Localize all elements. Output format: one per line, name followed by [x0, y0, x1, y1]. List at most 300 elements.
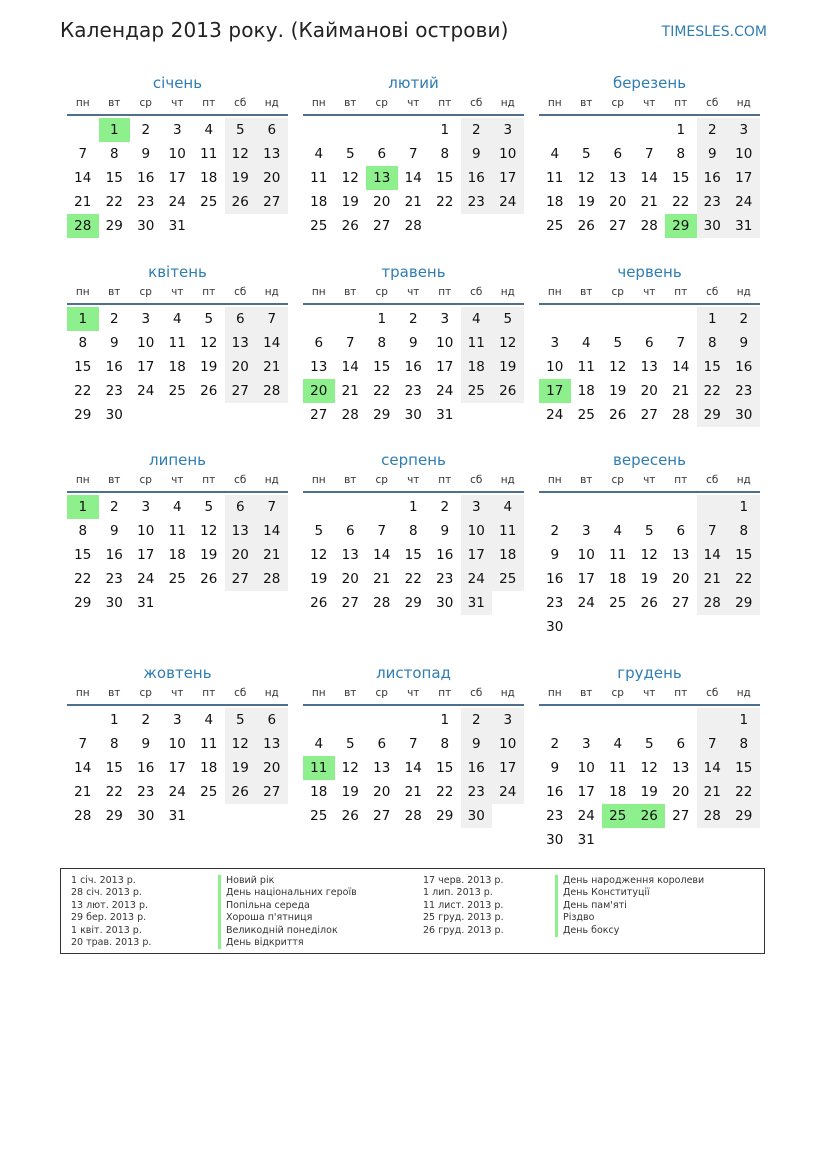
day-cell[interactable]: 20	[609, 194, 627, 210]
day-cell[interactable]: 27	[310, 407, 328, 423]
day-cell[interactable]: 24	[461, 567, 493, 591]
day-cell[interactable]: 10	[577, 760, 595, 776]
day-cell[interactable]: 15	[404, 547, 422, 563]
day-cell[interactable]: 6	[225, 307, 257, 331]
day-cell[interactable]: 11	[461, 331, 493, 355]
day-cell[interactable]: 6	[613, 146, 623, 162]
day-cell[interactable]: 19	[200, 359, 218, 375]
day-cell[interactable]: 26	[200, 383, 218, 399]
day-cell[interactable]: 9	[697, 142, 729, 166]
day-cell[interactable]: 9	[461, 142, 493, 166]
day-cell[interactable]: 13	[366, 166, 398, 190]
day-cell[interactable]: 13	[341, 547, 359, 563]
day-cell[interactable]: 8	[728, 732, 760, 756]
day-cell[interactable]: 15	[436, 760, 454, 776]
day-cell[interactable]: 21	[697, 567, 729, 591]
day-cell[interactable]: 16	[404, 359, 422, 375]
day-cell[interactable]: 15	[373, 359, 391, 375]
day-cell[interactable]: 9	[550, 547, 560, 563]
day-cell[interactable]: 31	[137, 595, 155, 611]
day-cell[interactable]: 28	[672, 407, 690, 423]
day-cell[interactable]: 22	[74, 571, 92, 587]
day-cell[interactable]: 23	[546, 808, 564, 824]
day-cell[interactable]: 3	[728, 118, 760, 142]
day-cell[interactable]: 24	[492, 190, 524, 214]
day-cell[interactable]: 15	[105, 760, 123, 776]
day-cell[interactable]: 4	[492, 495, 524, 519]
day-cell[interactable]: 12	[609, 359, 627, 375]
day-cell[interactable]: 17	[168, 760, 186, 776]
day-cell[interactable]: 28	[404, 218, 422, 234]
day-cell[interactable]: 11	[168, 335, 186, 351]
day-cell[interactable]: 10	[461, 519, 493, 543]
day-cell[interactable]: 8	[109, 736, 119, 752]
day-cell[interactable]: 29	[728, 804, 760, 828]
day-cell[interactable]: 31	[168, 808, 186, 824]
day-cell[interactable]: 16	[461, 756, 493, 780]
day-cell[interactable]: 15	[105, 170, 123, 186]
day-cell[interactable]: 14	[256, 331, 288, 355]
day-cell[interactable]: 19	[200, 547, 218, 563]
day-cell[interactable]: 15	[697, 355, 729, 379]
day-cell[interactable]: 9	[728, 331, 760, 355]
day-cell[interactable]: 5	[204, 311, 214, 327]
day-cell[interactable]: 21	[256, 543, 288, 567]
day-cell[interactable]: 21	[404, 784, 422, 800]
day-cell[interactable]: 8	[377, 335, 387, 351]
day-cell[interactable]: 20	[256, 166, 288, 190]
day-cell[interactable]: 22	[105, 194, 123, 210]
day-cell[interactable]: 2	[461, 118, 493, 142]
day-cell[interactable]: 1	[676, 122, 686, 138]
day-cell[interactable]: 12	[225, 142, 257, 166]
day-cell[interactable]: 28	[697, 591, 729, 615]
day-cell[interactable]: 10	[492, 142, 524, 166]
day-cell[interactable]: 3	[581, 523, 591, 539]
day-cell[interactable]: 22	[74, 383, 92, 399]
day-cell[interactable]: 15	[436, 170, 454, 186]
day-cell[interactable]: 7	[78, 736, 88, 752]
day-cell[interactable]: 16	[728, 355, 760, 379]
day-cell[interactable]: 2	[550, 736, 560, 752]
day-cell[interactable]: 22	[436, 784, 454, 800]
day-cell[interactable]: 24	[137, 571, 155, 587]
day-cell[interactable]: 5	[644, 736, 654, 752]
day-cell[interactable]: 20	[303, 379, 335, 403]
day-cell[interactable]: 31	[168, 218, 186, 234]
day-cell[interactable]: 26	[200, 571, 218, 587]
day-cell[interactable]: 8	[440, 736, 450, 752]
day-cell[interactable]: 10	[728, 142, 760, 166]
day-cell[interactable]: 17	[436, 359, 454, 375]
day-cell[interactable]: 6	[644, 335, 654, 351]
day-cell[interactable]: 8	[408, 523, 418, 539]
day-cell[interactable]: 30	[546, 619, 564, 635]
day-cell[interactable]: 22	[728, 780, 760, 804]
day-cell[interactable]: 1	[728, 495, 760, 519]
day-cell[interactable]: 3	[492, 708, 524, 732]
day-cell[interactable]: 18	[609, 784, 627, 800]
day-cell[interactable]: 13	[256, 732, 288, 756]
day-cell[interactable]: 22	[672, 194, 690, 210]
day-cell[interactable]: 17	[461, 543, 493, 567]
day-cell[interactable]: 18	[577, 383, 595, 399]
day-cell[interactable]: 6	[377, 736, 387, 752]
day-cell[interactable]: 13	[256, 142, 288, 166]
day-cell[interactable]: 25	[310, 218, 328, 234]
day-cell[interactable]: 25	[577, 407, 595, 423]
day-cell[interactable]: 11	[609, 547, 627, 563]
day-cell[interactable]: 16	[546, 571, 564, 587]
day-cell[interactable]: 24	[168, 194, 186, 210]
day-cell[interactable]: 28	[697, 804, 729, 828]
day-cell[interactable]: 24	[577, 808, 595, 824]
day-cell[interactable]: 3	[550, 335, 560, 351]
day-cell[interactable]: 27	[225, 567, 257, 591]
day-cell[interactable]: 14	[697, 756, 729, 780]
day-cell[interactable]: 28	[67, 214, 99, 238]
day-cell[interactable]: 13	[373, 760, 391, 776]
day-cell[interactable]: 22	[404, 571, 422, 587]
day-cell[interactable]: 18	[168, 359, 186, 375]
day-cell[interactable]: 25	[546, 218, 564, 234]
day-cell[interactable]: 17	[577, 784, 595, 800]
day-cell[interactable]: 1	[440, 712, 450, 728]
day-cell[interactable]: 18	[200, 170, 218, 186]
day-cell[interactable]: 1	[99, 118, 131, 142]
day-cell[interactable]: 25	[602, 804, 634, 828]
day-cell[interactable]: 21	[697, 780, 729, 804]
day-cell[interactable]: 9	[461, 732, 493, 756]
day-cell[interactable]: 17	[168, 170, 186, 186]
day-cell[interactable]: 20	[225, 355, 257, 379]
day-cell[interactable]: 29	[728, 591, 760, 615]
day-cell[interactable]: 3	[440, 311, 450, 327]
day-cell[interactable]: 19	[640, 784, 658, 800]
day-cell[interactable]: 26	[640, 595, 658, 611]
day-cell[interactable]: 27	[341, 595, 359, 611]
day-cell[interactable]: 30	[137, 218, 155, 234]
day-cell[interactable]: 27	[672, 595, 690, 611]
day-cell[interactable]: 6	[256, 708, 288, 732]
day-cell[interactable]: 10	[546, 359, 564, 375]
day-cell[interactable]: 19	[609, 383, 627, 399]
day-cell[interactable]: 2	[461, 708, 493, 732]
day-cell[interactable]: 18	[310, 784, 328, 800]
day-cell[interactable]: 31	[461, 591, 493, 615]
day-cell[interactable]: 7	[78, 146, 88, 162]
day-cell[interactable]: 12	[640, 760, 658, 776]
day-cell[interactable]: 28	[74, 808, 92, 824]
day-cell[interactable]: 24	[728, 190, 760, 214]
day-cell[interactable]: 23	[137, 784, 155, 800]
day-cell[interactable]: 2	[697, 118, 729, 142]
day-cell[interactable]: 9	[408, 335, 418, 351]
day-cell[interactable]: 2	[550, 523, 560, 539]
day-cell[interactable]: 23	[105, 571, 123, 587]
day-cell[interactable]: 29	[665, 214, 697, 238]
day-cell[interactable]: 7	[697, 519, 729, 543]
day-cell[interactable]: 28	[404, 808, 422, 824]
day-cell[interactable]: 9	[440, 523, 450, 539]
day-cell[interactable]: 4	[613, 523, 623, 539]
day-cell[interactable]: 4	[204, 712, 214, 728]
day-cell[interactable]: 25	[492, 567, 524, 591]
day-cell[interactable]: 10	[577, 547, 595, 563]
day-cell[interactable]: 4	[314, 146, 324, 162]
day-cell[interactable]: 6	[676, 523, 686, 539]
day-cell[interactable]: 2	[141, 712, 151, 728]
day-cell[interactable]: 23	[697, 190, 729, 214]
day-cell[interactable]: 28	[640, 218, 658, 234]
day-cell[interactable]: 21	[341, 383, 359, 399]
day-cell[interactable]: 24	[492, 780, 524, 804]
day-cell[interactable]: 22	[436, 194, 454, 210]
day-cell[interactable]: 11	[577, 359, 595, 375]
day-cell[interactable]: 11	[200, 736, 218, 752]
day-cell[interactable]: 13	[672, 547, 690, 563]
day-cell[interactable]: 4	[613, 736, 623, 752]
day-cell[interactable]: 27	[225, 379, 257, 403]
day-cell[interactable]: 15	[74, 547, 92, 563]
day-cell[interactable]: 23	[105, 383, 123, 399]
day-cell[interactable]: 25	[168, 571, 186, 587]
day-cell[interactable]: 6	[676, 736, 686, 752]
day-cell[interactable]: 16	[105, 359, 123, 375]
day-cell[interactable]: 10	[436, 335, 454, 351]
day-cell[interactable]: 20	[672, 784, 690, 800]
day-cell[interactable]: 27	[256, 190, 288, 214]
day-cell[interactable]: 4	[314, 736, 324, 752]
day-cell[interactable]: 8	[109, 146, 119, 162]
day-cell[interactable]: 19	[225, 756, 257, 780]
day-cell[interactable]: 21	[74, 784, 92, 800]
day-cell[interactable]: 30	[697, 214, 729, 238]
day-cell[interactable]: 21	[404, 194, 422, 210]
day-cell[interactable]: 17	[492, 756, 524, 780]
day-cell[interactable]: 14	[697, 543, 729, 567]
day-cell[interactable]: 17	[137, 359, 155, 375]
day-cell[interactable]: 13	[310, 359, 328, 375]
day-cell[interactable]: 7	[697, 732, 729, 756]
day-cell[interactable]: 19	[310, 571, 328, 587]
day-cell[interactable]: 11	[303, 756, 335, 780]
day-cell[interactable]: 28	[341, 407, 359, 423]
day-cell[interactable]: 16	[137, 760, 155, 776]
day-cell[interactable]: 14	[74, 170, 92, 186]
day-cell[interactable]: 4	[172, 311, 182, 327]
day-cell[interactable]: 4	[172, 499, 182, 515]
day-cell[interactable]: 29	[697, 403, 729, 427]
day-cell[interactable]: 8	[440, 146, 450, 162]
day-cell[interactable]: 23	[137, 194, 155, 210]
day-cell[interactable]: 17	[577, 571, 595, 587]
day-cell[interactable]: 5	[204, 499, 214, 515]
day-cell[interactable]: 20	[640, 383, 658, 399]
day-cell[interactable]: 2	[109, 499, 119, 515]
day-cell[interactable]: 26	[225, 190, 257, 214]
day-cell[interactable]: 11	[310, 170, 328, 186]
day-cell[interactable]: 15	[672, 170, 690, 186]
day-cell[interactable]: 2	[109, 311, 119, 327]
day-cell[interactable]: 3	[581, 736, 591, 752]
day-cell[interactable]: 14	[373, 547, 391, 563]
day-cell[interactable]: 24	[577, 595, 595, 611]
day-cell[interactable]: 18	[546, 194, 564, 210]
day-cell[interactable]: 24	[546, 407, 564, 423]
day-cell[interactable]: 12	[200, 523, 218, 539]
day-cell[interactable]: 3	[461, 495, 493, 519]
day-cell[interactable]: 1	[67, 495, 99, 519]
day-cell[interactable]: 27	[609, 218, 627, 234]
day-cell[interactable]: 7	[345, 335, 355, 351]
day-cell[interactable]: 25	[609, 595, 627, 611]
day-cell[interactable]: 29	[105, 218, 123, 234]
day-cell[interactable]: 23	[728, 379, 760, 403]
day-cell[interactable]: 5	[345, 146, 355, 162]
day-cell[interactable]: 28	[373, 595, 391, 611]
day-cell[interactable]: 8	[676, 146, 686, 162]
day-cell[interactable]: 2	[728, 307, 760, 331]
day-cell[interactable]: 20	[256, 756, 288, 780]
day-cell[interactable]: 7	[408, 736, 418, 752]
day-cell[interactable]: 10	[492, 732, 524, 756]
day-cell[interactable]: 15	[74, 359, 92, 375]
day-cell[interactable]: 6	[314, 335, 324, 351]
day-cell[interactable]: 5	[225, 708, 257, 732]
day-cell[interactable]: 5	[613, 335, 623, 351]
day-cell[interactable]: 27	[373, 808, 391, 824]
day-cell[interactable]: 30	[404, 407, 422, 423]
day-cell[interactable]: 11	[200, 146, 218, 162]
day-cell[interactable]: 30	[105, 407, 123, 423]
day-cell[interactable]: 4	[204, 122, 214, 138]
day-cell[interactable]: 22	[105, 784, 123, 800]
day-cell[interactable]: 14	[341, 359, 359, 375]
day-cell[interactable]: 1	[67, 307, 99, 331]
day-cell[interactable]: 1	[109, 712, 119, 728]
day-cell[interactable]: 21	[373, 571, 391, 587]
day-cell[interactable]: 17	[137, 547, 155, 563]
day-cell[interactable]: 23	[404, 383, 422, 399]
day-cell[interactable]: 25	[461, 379, 493, 403]
day-cell[interactable]: 10	[137, 335, 155, 351]
day-cell[interactable]: 22	[728, 567, 760, 591]
day-cell[interactable]: 5	[644, 523, 654, 539]
day-cell[interactable]: 5	[345, 736, 355, 752]
day-cell[interactable]: 12	[577, 170, 595, 186]
day-cell[interactable]: 27	[373, 218, 391, 234]
day-cell[interactable]: 27	[672, 808, 690, 824]
day-cell[interactable]: 31	[436, 407, 454, 423]
day-cell[interactable]: 4	[581, 335, 591, 351]
day-cell[interactable]: 8	[78, 523, 88, 539]
day-cell[interactable]: 20	[225, 543, 257, 567]
day-cell[interactable]: 18	[492, 543, 524, 567]
day-cell[interactable]: 20	[341, 571, 359, 587]
day-cell[interactable]: 8	[697, 331, 729, 355]
day-cell[interactable]: 5	[581, 146, 591, 162]
day-cell[interactable]: 9	[109, 523, 119, 539]
day-cell[interactable]: 12	[225, 732, 257, 756]
day-cell[interactable]: 2	[141, 122, 151, 138]
day-cell[interactable]: 14	[640, 170, 658, 186]
day-cell[interactable]: 5	[492, 307, 524, 331]
day-cell[interactable]: 29	[105, 808, 123, 824]
day-cell[interactable]: 14	[404, 170, 422, 186]
day-cell[interactable]: 1	[377, 311, 387, 327]
day-cell[interactable]: 14	[256, 519, 288, 543]
day-cell[interactable]: 7	[644, 146, 654, 162]
day-cell[interactable]: 21	[74, 194, 92, 210]
day-cell[interactable]: 24	[436, 383, 454, 399]
day-cell[interactable]: 30	[546, 832, 564, 848]
day-cell[interactable]: 3	[141, 499, 151, 515]
day-cell[interactable]: 9	[141, 146, 151, 162]
day-cell[interactable]: 12	[310, 547, 328, 563]
day-cell[interactable]: 7	[377, 523, 387, 539]
day-cell[interactable]: 28	[256, 379, 288, 403]
day-cell[interactable]: 16	[436, 547, 454, 563]
day-cell[interactable]: 8	[728, 519, 760, 543]
day-cell[interactable]: 18	[200, 760, 218, 776]
day-cell[interactable]: 7	[408, 146, 418, 162]
day-cell[interactable]: 30	[105, 595, 123, 611]
day-cell[interactable]: 11	[609, 760, 627, 776]
day-cell[interactable]: 1	[440, 122, 450, 138]
day-cell[interactable]: 19	[225, 166, 257, 190]
day-cell[interactable]: 13	[672, 760, 690, 776]
day-cell[interactable]: 12	[492, 331, 524, 355]
day-cell[interactable]: 18	[461, 355, 493, 379]
day-cell[interactable]: 26	[577, 218, 595, 234]
day-cell[interactable]: 4	[461, 307, 493, 331]
day-cell[interactable]: 26	[225, 780, 257, 804]
day-cell[interactable]: 22	[373, 383, 391, 399]
day-cell[interactable]: 1	[408, 499, 418, 515]
day-cell[interactable]: 1	[728, 708, 760, 732]
day-cell[interactable]: 30	[728, 403, 760, 427]
day-cell[interactable]: 11	[168, 523, 186, 539]
day-cell[interactable]: 19	[640, 571, 658, 587]
day-cell[interactable]: 26	[341, 218, 359, 234]
day-cell[interactable]: 14	[74, 760, 92, 776]
day-cell[interactable]: 18	[609, 571, 627, 587]
day-cell[interactable]: 23	[461, 190, 493, 214]
day-cell[interactable]: 24	[168, 784, 186, 800]
day-cell[interactable]: 4	[550, 146, 560, 162]
day-cell[interactable]: 26	[634, 804, 666, 828]
day-cell[interactable]: 29	[436, 808, 454, 824]
day-cell[interactable]: 16	[105, 547, 123, 563]
day-cell[interactable]: 12	[341, 170, 359, 186]
day-cell[interactable]: 26	[341, 808, 359, 824]
day-cell[interactable]: 8	[78, 335, 88, 351]
day-cell[interactable]: 5	[225, 118, 257, 142]
day-cell[interactable]: 21	[640, 194, 658, 210]
day-cell[interactable]: 17	[492, 166, 524, 190]
day-cell[interactable]: 20	[373, 194, 391, 210]
day-cell[interactable]: 6	[377, 146, 387, 162]
day-cell[interactable]: 13	[225, 519, 257, 543]
day-cell[interactable]: 31	[577, 832, 595, 848]
day-cell[interactable]: 28	[256, 567, 288, 591]
day-cell[interactable]: 13	[225, 331, 257, 355]
day-cell[interactable]: 15	[728, 756, 760, 780]
day-cell[interactable]: 25	[310, 808, 328, 824]
day-cell[interactable]: 21	[256, 355, 288, 379]
day-cell[interactable]: 3	[172, 712, 182, 728]
